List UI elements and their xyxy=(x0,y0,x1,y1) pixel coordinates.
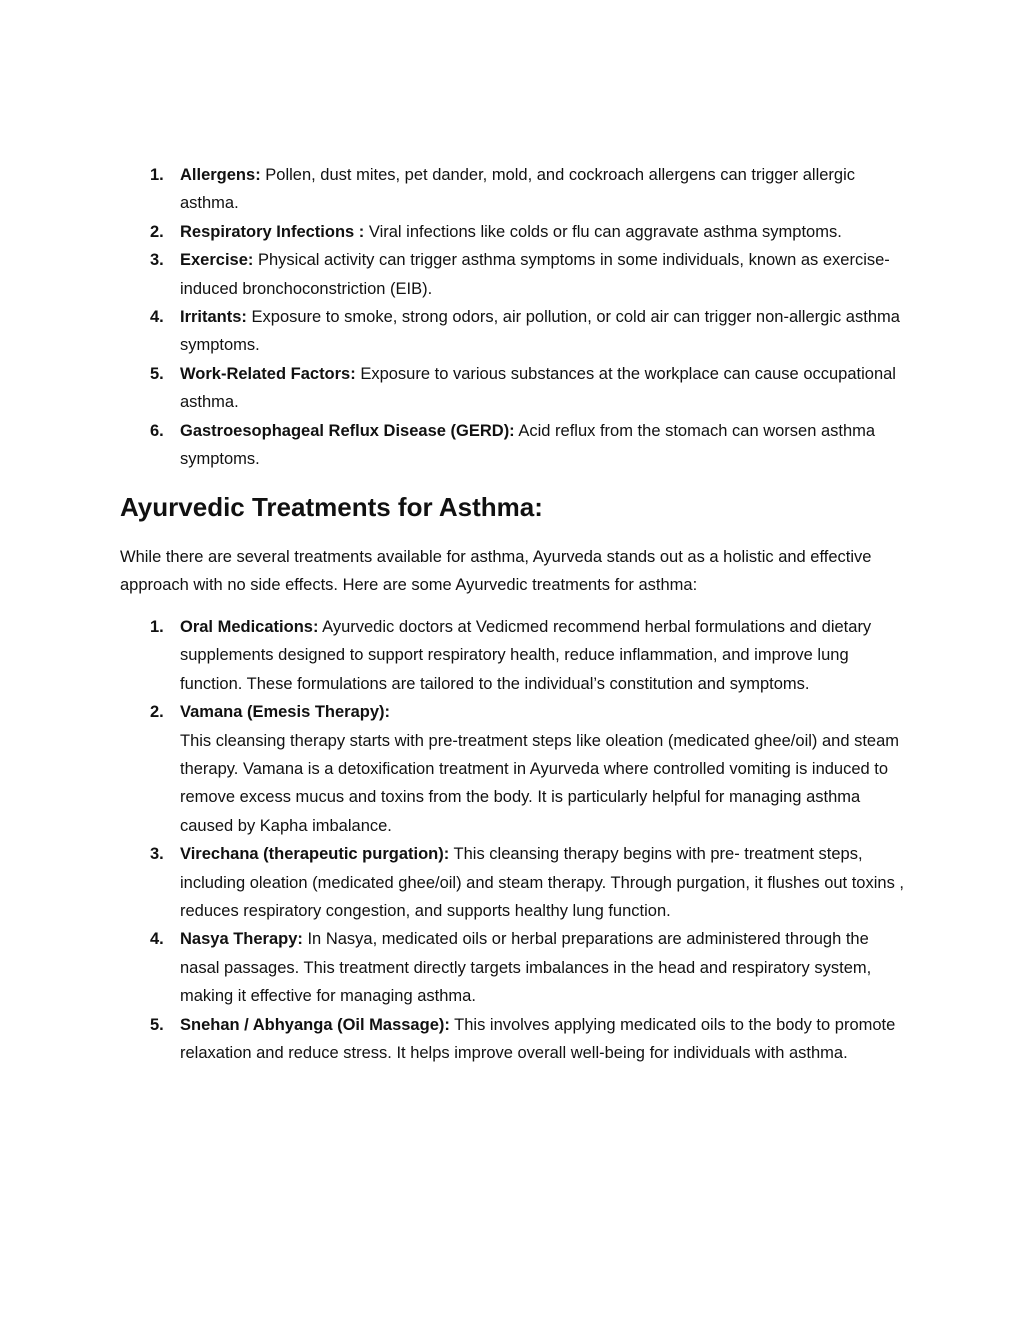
list-item xyxy=(120,840,910,925)
item-text: Acid reflux from the stomach can worsen asthma symptoms. xyxy=(180,421,876,469)
list-number: 5. xyxy=(150,364,164,383)
item-text: This cleansing therapy begins with pre- treatment steps, including oleation (medicated ghee/oil) and steam therapy. Through purgation, it flushes out toxins , reduces respiratory congestion, and supports healthy lung function. xyxy=(180,845,904,921)
list-number: 3. xyxy=(150,845,164,864)
list-item xyxy=(120,698,910,840)
list-number: 2. xyxy=(150,703,164,722)
item-text: Ayurvedic doctors at Vedicmed recommend herbal formulations and dietary supplements designed to support respiratory health, reduce inflammation, and improve lung function. These formulations are tailored to the individual’s constitution and symptoms. xyxy=(180,618,872,693)
list-number: 4. xyxy=(150,930,164,949)
list-number: 1. xyxy=(150,166,164,184)
item-label: Irritants: xyxy=(180,308,247,327)
item-label: Allergens: xyxy=(180,166,261,184)
item-text: Viral infections like colds or flu can aggravate asthma symptoms. xyxy=(364,222,842,241)
list-number: 6. xyxy=(150,421,164,440)
list-number: 1. xyxy=(150,618,164,636)
item-label: Virechana (therapeutic purgation): xyxy=(180,845,450,864)
list-number: 3. xyxy=(150,251,164,270)
list-number: 2. xyxy=(150,222,164,241)
list-number: 4. xyxy=(150,308,164,327)
list-item xyxy=(120,303,910,360)
list-item xyxy=(120,246,910,303)
item-label: Work-Related Factors: xyxy=(180,364,356,383)
list-item xyxy=(120,218,910,246)
list-item xyxy=(120,161,910,218)
ayurvedic-treatments-list xyxy=(120,613,910,1068)
section-heading: Ayurvedic Treatments for Asthma: xyxy=(120,492,543,522)
list-item xyxy=(120,613,910,698)
item-label: Exercise: xyxy=(180,251,254,270)
item-label: Respiratory Infections : xyxy=(180,222,365,241)
list-item xyxy=(120,925,910,1010)
item-text: This cleansing therapy starts with pre-treatment steps like oleation (medicated ghee/oil) and steam therapy. Vamana is a detoxification treatment in Ayurveda where controlled vomiting is induced to remove excess mucus and toxins from the body. It is particularly helpful for managing asthma caused by Kapha imbalance. xyxy=(180,731,900,835)
item-text: Physical activity can trigger asthma symptoms in some individuals, known as exercise-induced bronchoconstriction (EIB). xyxy=(180,251,890,298)
list-item xyxy=(120,417,910,474)
item-label: Oral Medications: xyxy=(180,618,319,636)
item-label: Gastroesophageal Reflux Disease (GERD): xyxy=(180,421,515,440)
item-text: This involves applying medicated oils to the body to promote relaxation and reduce stress. It helps improve overall well-being for individuals with asthma. xyxy=(180,1015,896,1063)
item-text: Exposure to smoke, strong odors, air pollution, or cold air can trigger non-allergic asthma symptoms. xyxy=(180,308,900,355)
item-text: Pollen, dust mites, pet dander, mold, and cockroach allergens can trigger allergic asthma. xyxy=(180,166,856,213)
asthma-triggers-list xyxy=(120,161,910,473)
item-text: Exposure to various substances at the workplace can cause occupational asthma. xyxy=(180,364,896,412)
list-number: 5. xyxy=(150,1015,164,1034)
list-item xyxy=(120,1011,910,1068)
item-label: Nasya Therapy: xyxy=(180,930,303,949)
intro-paragraph: While there are several treatments available for asthma, Ayurveda stands out as a holistic and effective approach with no side effects. Here are some Ayurvedic treatments for asthma: xyxy=(120,548,872,595)
list-item xyxy=(120,360,910,417)
item-text: In Nasya, medicated oils or herbal preparations are administered through the nasal passages. This treatment directly targets imbalances in the head and respiratory system, making it effective for managing asthma. xyxy=(180,930,872,1006)
item-label: Snehan / Abhyanga (Oil Massage): xyxy=(180,1015,450,1034)
item-label: Vamana (Emesis Therapy): xyxy=(180,703,391,722)
